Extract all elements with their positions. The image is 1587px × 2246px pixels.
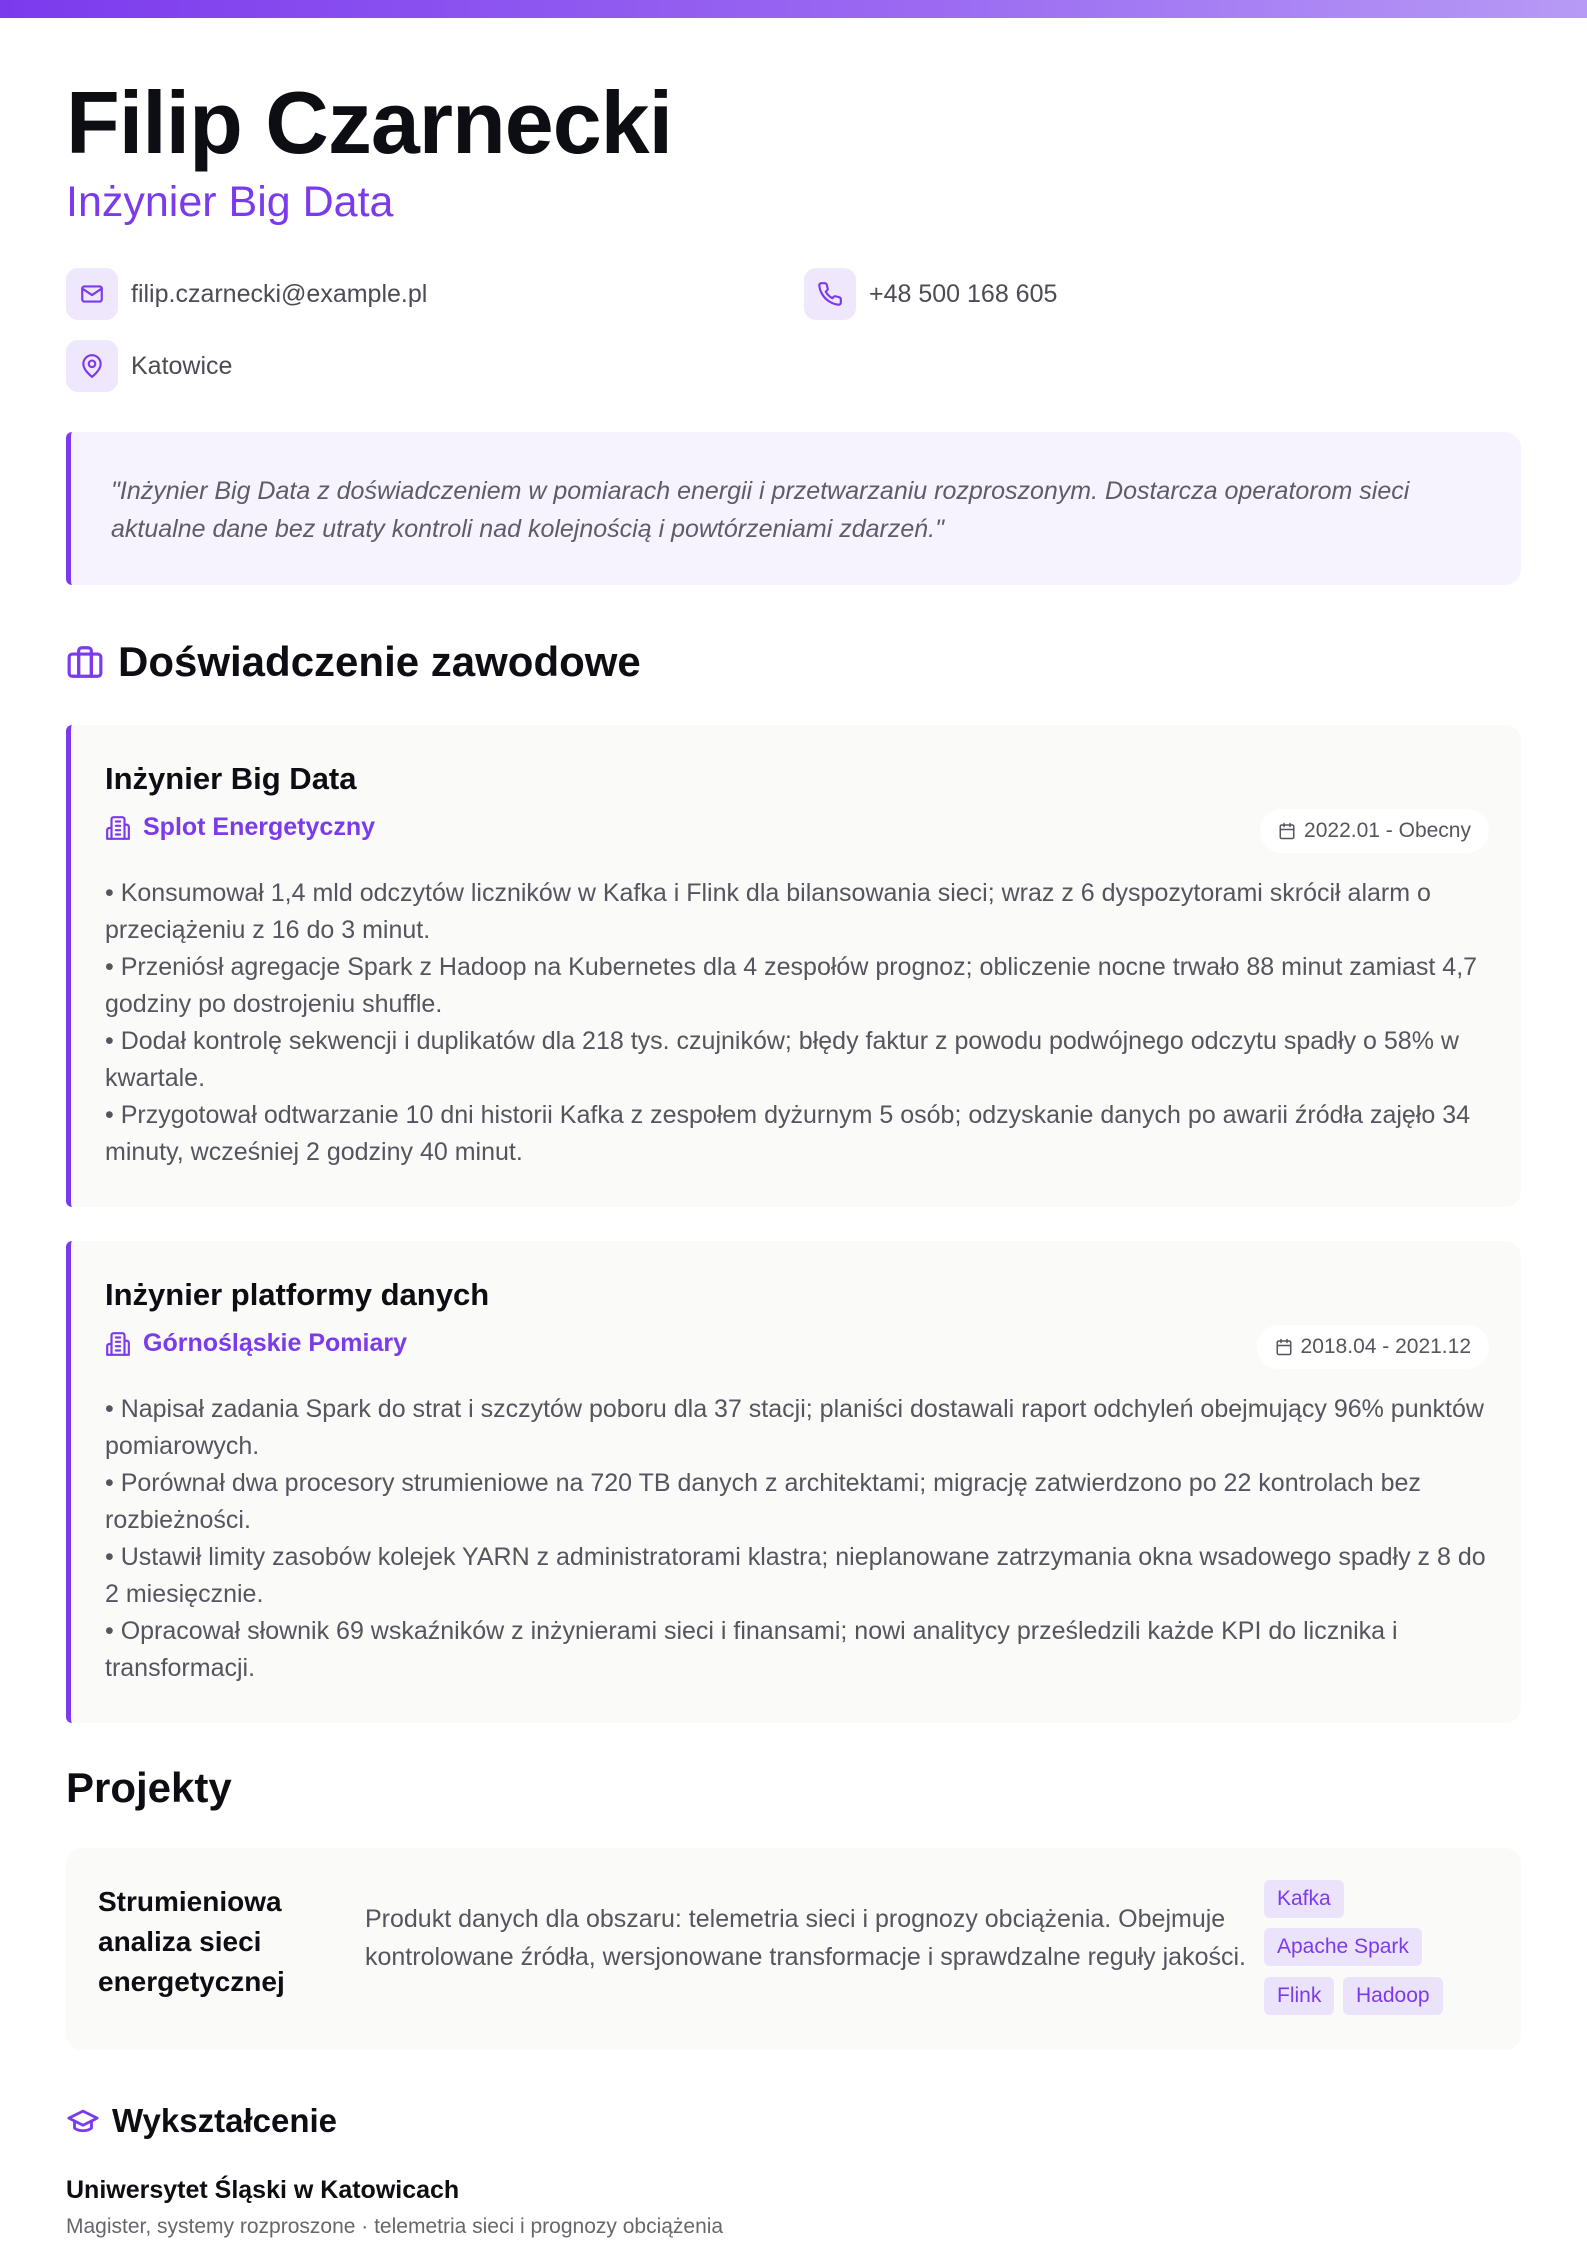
projects-heading-text: Projekty [66,1764,232,1811]
project-name: Strumieniowa analiza sieci energetycznej [98,1886,285,1997]
project-description: Produkt danych dla obszaru: telemetria sieci i prognozy obciążenia. Obejmuje kontrolowane źródła, wersjonowane transformacje i sprawdzalne reguły jakości. [365,1905,1246,1971]
job-bullet: • Opracował słownik 69 wskaźników z inżynierami sieci i finansami; nowi analitycy prześledzili każde KPI do licznika i transformacji. [105,1617,1398,1682]
summary-quote [66,432,1521,585]
education-school: Uniwersytet Śląski w Katowicach [66,2176,460,2204]
calendar-icon [1278,822,1296,840]
job-bullet: • Konsumował 1,4 mld odczytów liczników w Kafka i Flink dla bilansowania sieci; wraz z 6 dyspozytorami skrócił alarm o przeciążeniu z 16 do 3 minut. [105,879,1431,944]
location-text: Katowice [131,351,233,380]
phone-text: +48 500 168 605 [869,279,1058,308]
summary-text: "Inżynier Big Data z doświadczeniem w pomiarach energii i przetwarzaniu rozproszonym. Dostarcza operatorom sieci aktualne dane bez utraty kontroli nad kolejnością i powtórzeniami zdarzeń." [111,477,1410,543]
building-icon [105,1331,131,1357]
job-bullet: • Porównał dwa procesory strumieniowe na 720 TB danych z architektami; migrację zatwierdzono po 22 kontrolach bez rozbieżności. [105,1469,1421,1534]
company-name: Górnośląskie Pomiary [143,1329,408,1357]
job-title: Inżynier platformy danych [105,1277,490,1312]
job-bullet: • Napisał zadania Spark do strat i szczytów poboru dla 37 stacji; planiści dostawali raport odchyleń obejmujący 96% punktów pomiarowych. [105,1395,1484,1460]
tag-apache-spark: Apache Spark [1264,1928,1422,1966]
job-bullets [105,1391,1495,1687]
experience-heading [66,638,641,686]
job-bullet: • Przeniósł agregacje Spark z Hadoop na Kubernetes dla 4 zespołów prognoz; obliczenie nocne trwało 88 minut zamiast 4,7 godziny po dostrojeniu shuffle. [105,953,1478,1018]
briefcase-icon [66,643,104,681]
top-accent-bar [0,0,1587,18]
job-dates-badge [1257,1325,1489,1369]
education-details: Magister, systemy rozproszone · telemetria sieci i prognozy obciążenia [66,2215,724,2238]
education-heading [66,2102,337,2140]
job-dates: 2022.01 - Obecny [1304,819,1471,842]
candidate-name: Filip Czarnecki [66,73,673,172]
job-company [105,1329,407,1358]
job-bullet: • Przygotował odtwarzanie 10 dni historii Kafka z zespołem dyżurnym 5 osób; odzyskanie danych po awarii źródła zajęło 34 minuty, wcześniej 2 godziny 40 minut. [105,1101,1471,1166]
contact-email[interactable] [66,268,427,320]
job-company [105,813,375,842]
building-icon [105,815,131,841]
projects-heading [66,1764,232,1812]
email-text: filip.czarnecki@example.pl [131,279,428,308]
tag-kafka: Kafka [1264,1880,1344,1918]
graduation-cap-icon [66,2104,100,2138]
calendar-icon [1275,1338,1293,1356]
mail-icon [66,268,118,320]
education-heading-text: Wykształcenie [112,2102,338,2139]
job-bullet: • Dodał kontrolę sekwencji i duplikatów dla 218 tys. czujników; błędy faktur z powodu podwójnego odczytu spadły o 58% w kwartale. [105,1027,1459,1092]
candidate-role: Inżynier Big Data [66,178,394,226]
project-card [66,1848,1521,2050]
job-card [66,725,1521,1207]
contact-phone[interactable] [804,268,1057,320]
job-title: Inżynier Big Data [105,761,357,796]
map-pin-icon [66,340,118,392]
experience-heading-text: Doświadczenie zawodowe [118,638,641,685]
job-bullet: • Ustawił limity zasobów kolejek YARN z administratorami klastra; nieplanowane zatrzymania okna wsadowego spadły z 8 do 2 miesięcznie. [105,1543,1486,1608]
job-card [66,1241,1521,1723]
job-dates: 2018.04 - 2021.12 [1300,1335,1471,1358]
contact-location [66,340,232,392]
company-name: Splot Energetyczny [143,813,375,841]
job-dates-badge [1260,809,1489,853]
tag-flink: Flink [1264,1977,1334,2015]
tag-hadoop: Hadoop [1343,1977,1443,2015]
job-bullets [105,875,1495,1171]
phone-icon [804,268,856,320]
